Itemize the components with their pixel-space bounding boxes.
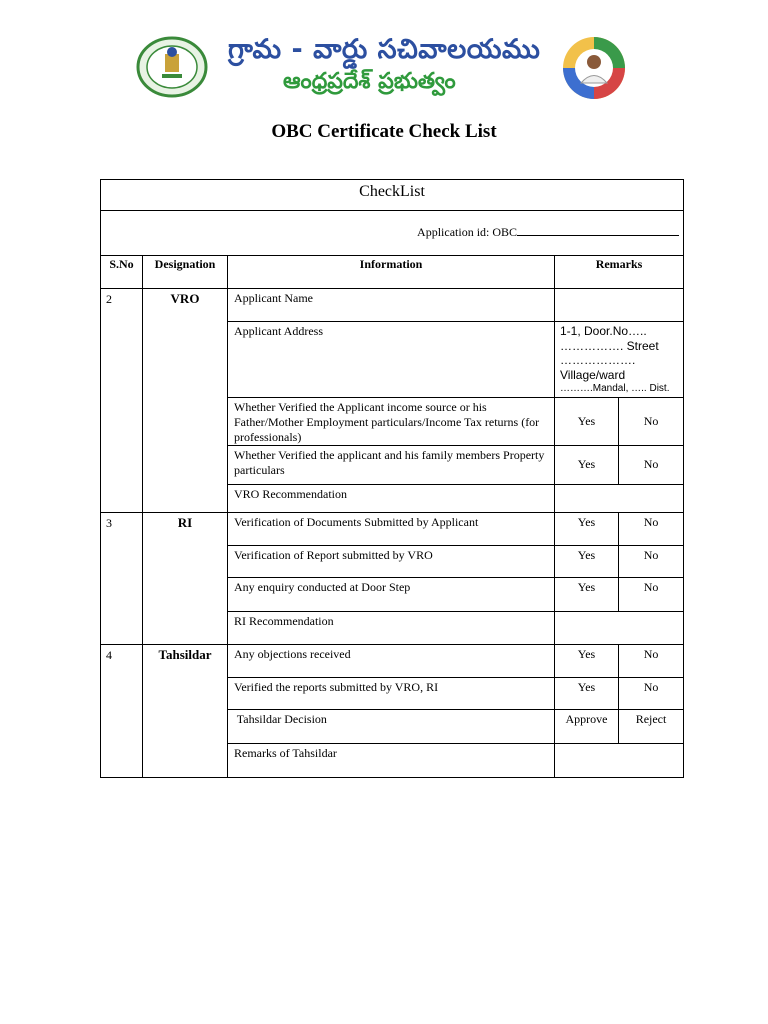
application-id-blank <box>517 224 679 236</box>
header-banner <box>133 31 636 104</box>
info-cell: RI Recommendation <box>228 611 555 644</box>
no-cell: No <box>619 545 684 577</box>
info-cell: Tahsildar Decision <box>228 709 555 743</box>
yes-cell: Yes <box>555 577 619 611</box>
sno-cell: 3 <box>101 512 143 644</box>
address-line: Village/ward <box>560 367 626 382</box>
info-cell: VRO Recommendation <box>228 484 555 512</box>
government-logo-icon <box>555 35 633 101</box>
remarks-blank-cell <box>555 484 684 512</box>
sno-cell: 2 <box>101 289 143 513</box>
info-cell: Verified the reports submitted by VRO, RI <box>228 677 555 709</box>
header-remarks: Remarks <box>555 256 684 289</box>
banner-title-telugu: గ్రామ - వార్డు సచివాలయము <box>228 34 541 65</box>
no-cell: No <box>619 577 684 611</box>
reject-cell: Reject <box>619 709 684 743</box>
no-cell: No <box>619 677 684 709</box>
info-cell: Applicant Address <box>228 322 555 398</box>
address-line: ……….Mandal, ….. Dist. <box>560 383 670 394</box>
yes-cell: Yes <box>555 512 619 545</box>
header-designation: Designation <box>143 256 228 289</box>
no-cell: No <box>619 397 684 445</box>
info-cell: Whether Verified the applicant and his family members Property particulars <box>228 445 555 484</box>
address-line: 1-1, Door.No….. <box>560 324 647 338</box>
remarks-blank-cell <box>555 289 684 322</box>
checklist-caption: CheckList <box>101 180 684 211</box>
address-line: ……………. Street <box>560 338 659 353</box>
document-title: OBC Certificate Check List <box>271 121 497 142</box>
info-cell: Verification of Report submitted by VRO <box>228 545 555 577</box>
application-id-label: Application id: OBC <box>417 225 518 239</box>
remarks-blank-cell <box>555 611 684 644</box>
info-cell: Whether Verified the Applicant income source or his Father/Mother Employment particulars/Income Tax returns (for professionals) <box>228 397 555 445</box>
address-line: ………………. <box>560 353 636 367</box>
sno-cell: 4 <box>101 644 143 777</box>
info-cell: Any enquiry conducted at Door Step <box>228 577 555 611</box>
yes-cell: Yes <box>555 677 619 709</box>
info-cell: Applicant Name <box>228 289 555 322</box>
info-cell: Remarks of Tahsildar <box>228 743 555 777</box>
yes-cell: Yes <box>555 644 619 677</box>
checklist-table <box>100 179 684 778</box>
ap-state-emblem-icon <box>136 36 208 98</box>
designation-cell: RI <box>143 512 228 644</box>
no-cell: No <box>619 512 684 545</box>
header-information: Information <box>228 256 555 289</box>
designation-cell: Tahsildar <box>143 644 228 777</box>
no-cell: No <box>619 644 684 677</box>
info-cell: Any objections received <box>228 644 555 677</box>
header-sno: S.No <box>101 256 143 289</box>
address-remarks-cell <box>555 322 684 398</box>
approve-cell: Approve <box>555 709 619 743</box>
banner-subtitle-telugu: ఆంధ్రప్రదేశ్ ప్రభుత్వం <box>283 69 456 94</box>
no-cell: No <box>619 445 684 484</box>
yes-cell: Yes <box>555 545 619 577</box>
remarks-blank-cell <box>555 743 684 777</box>
info-cell: Verification of Documents Submitted by Applicant <box>228 512 555 545</box>
application-id-field <box>101 211 684 256</box>
designation-cell: VRO <box>143 289 228 513</box>
yes-cell: Yes <box>555 445 619 484</box>
yes-cell: Yes <box>555 397 619 445</box>
